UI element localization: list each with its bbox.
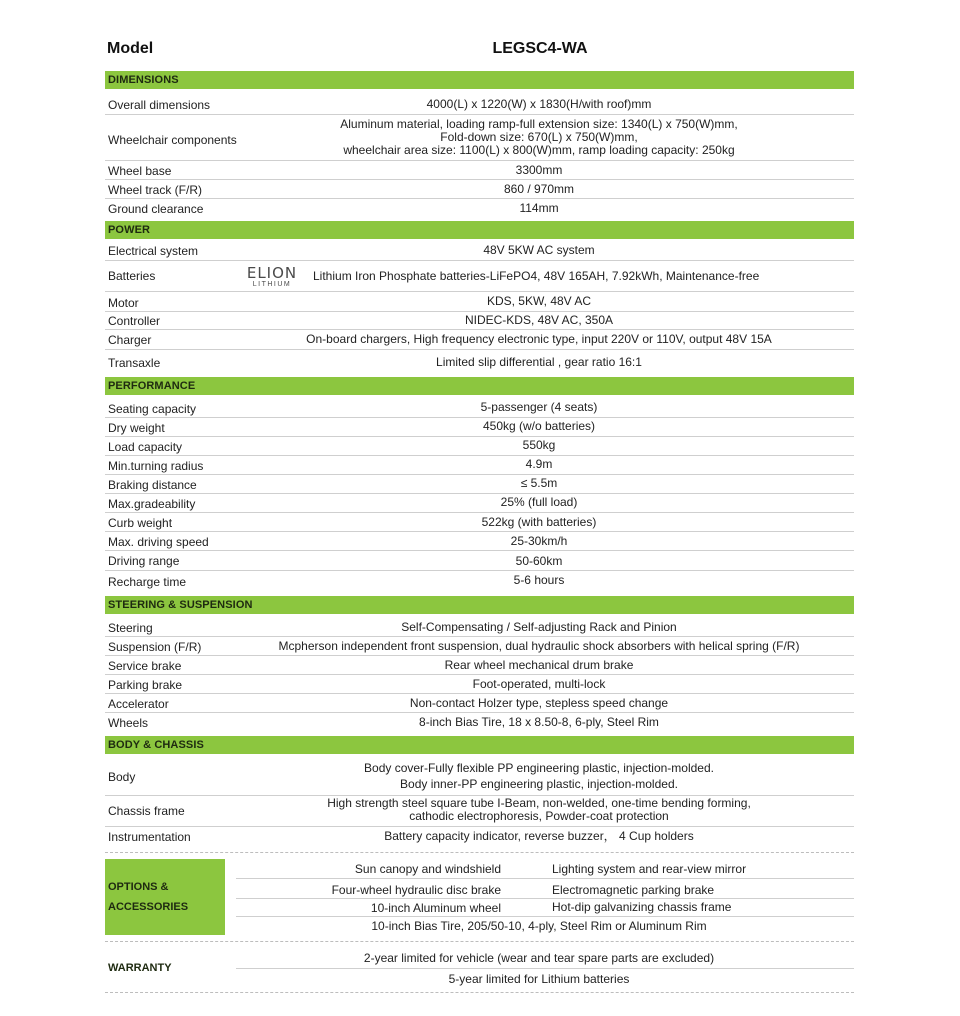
spec-value-line: Aluminum material, loading ramp-full extension size: 1340(L) x 750(W)mm, [340,117,738,131]
spec-value-line: wheelchair area size: 1100(L) x 800(W)mm, ramp loading capacity: 250kg [343,143,735,157]
spec-value: 48V 5KW AC system [483,243,595,257]
spec-label: Charger [108,333,152,347]
spec-label: Steering [108,621,153,635]
spec-label: Wheel base [108,164,172,178]
spec-label: Seating capacity [108,402,197,416]
model-label: Model [107,40,154,57]
section-title: POWER [108,224,151,236]
warranty-title: WARRANTY [108,962,172,974]
warranty-item: 5-year limited for Lithium batteries [448,972,630,986]
row-divider [105,655,854,656]
section-body-chassis [105,736,854,754]
spec-label: Controller [108,314,161,328]
spec-value: 860 / 970mm [503,182,575,196]
spec-value: 25% (full load) [500,495,578,509]
section-dimensions [105,71,854,89]
spec-label: Ground clearance [108,202,204,216]
spec-label: Motor [108,296,139,310]
spec-value: 450kg (w/o batteries) [482,419,596,433]
section-divider [105,852,854,853]
spec-value: 5-passenger (4 seats) [480,400,598,414]
spec-value: ≤ 5.5m [520,476,558,490]
option-item: Lighting system and rear-view mirror [552,862,747,876]
spec-label: Dry weight [108,421,165,435]
row-divider [105,570,854,571]
spec-label: Load capacity [108,440,183,454]
row-divider [105,693,854,694]
row-divider [105,198,854,199]
spec-value: 114mm [519,201,559,215]
spec-value: 550kg [522,438,556,452]
row-divider [236,878,854,879]
spec-label: Suspension (F/R) [108,640,202,654]
section-title: DIMENSIONS [108,74,179,86]
section-performance [105,377,854,395]
section-title: STEERING & SUSPENSION [108,599,253,611]
row-divider [105,474,854,475]
row-divider [105,160,854,161]
option-item: 10-inch Bias Tire, 205/50-10, 4-ply, Steel Rim or Aluminum Rim [371,919,707,933]
spec-value: 25-30km/h [510,534,568,548]
spec-label: Driving range [108,554,180,568]
elion-lithium-logo [243,264,301,290]
warranty-item: 2-year limited for vehicle (wear and tear spare parts are excluded) [363,951,715,965]
spec-label: Max.gradeability [108,497,196,511]
row-divider [105,826,854,827]
option-item: 10-inch Aluminum wheel [370,901,501,915]
spec-label: Accelerator [108,697,169,711]
row-divider [105,512,854,513]
spec-value: Rear wheel mechanical drum brake [444,658,634,672]
spec-value-line: Body inner-PP engineering plastic, injection-molded. [400,777,678,791]
row-divider [105,260,854,261]
spec-label: Parking brake [108,678,183,692]
spec-label: Overall dimensions [108,98,211,112]
spec-value: Lithium Iron Phosphate batteries-LiFePO4, 48V 165AH, 7.92kWh, Maintenance-free [313,269,760,283]
row-divider [236,968,854,969]
spec-value: 50-60km [515,554,563,568]
spec-value: 4000(L) x 1220(W) x 1830(H/with roof)mm [426,97,652,111]
spec-label: Curb weight [108,516,173,530]
spec-value-line: cathodic electrophoresis, Powder-coat protection [409,809,669,823]
row-divider [105,712,854,713]
spec-value: 5-6 hours [513,573,565,587]
row-divider [105,291,854,292]
options-title-line1: OPTIONS & [108,881,169,893]
spec-label: Max. driving speed [108,535,209,549]
model-name: LEGSC4-WA [492,40,588,57]
spec-value: Limited slip differential , gear ratio 16:1 [436,355,642,369]
spec-value-line: Fold-down size: 670(L) x 750(W)mm, [440,130,638,144]
row-divider [105,674,854,675]
section-power [105,221,854,239]
row-divider [105,436,854,437]
spec-label: Braking distance [108,478,197,492]
row-divider [105,329,854,330]
spec-value: On-board chargers, High frequency electronic type, input 220V or 110V, output 48V 15A [306,332,772,346]
spec-label: Min.turning radius [108,459,204,473]
spec-value-line: Body cover-Fully flexible PP engineering plastic, injection-molded. [364,761,714,775]
spec-value: 3300mm [515,163,563,177]
row-divider [105,550,854,551]
spec-label: Body [108,770,136,784]
spec-value: NIDEC-KDS, 48V AC, 350A [464,313,614,327]
row-divider [105,531,854,532]
spec-label: Wheels [108,716,149,730]
spec-value: Self-Compensating / Self-adjusting Rack and Pinion [401,620,677,634]
spec-label: Wheel track (F/R) [108,183,203,197]
spec-label: Wheelchair components [108,133,237,147]
row-divider [105,179,854,180]
spec-label: Service brake [108,659,182,673]
section-title: BODY & CHASSIS [108,739,204,751]
row-divider [105,493,854,494]
spec-label: Chassis frame [108,804,185,818]
spec-label: Electrical system [108,244,199,258]
row-divider [105,349,854,350]
spec-value: Mcpherson independent front suspension, dual hydraulic shock absorbers with helical spring (F/R) [278,639,800,653]
section-divider [105,992,854,993]
spec-value: Battery capacity indicator, reverse buzzer， 4 Cup holders [384,829,694,843]
spec-value: KDS, 5KW, 48V AC [486,294,592,308]
spec-value: 8-inch Bias Tire, 18 x 8.50-8, 6-ply, Steel Rim [419,715,659,729]
option-item: Hot-dip galvanizing chassis frame [552,900,732,914]
spec-label: Instrumentation [108,830,191,844]
section-divider [105,941,854,942]
spec-value: Foot-operated, multi-lock [472,677,606,691]
section-steering [105,596,854,614]
options-header [105,859,225,935]
spec-label: Batteries [108,269,156,283]
spec-value: Non-contact Holzer type, stepless speed change [409,696,669,710]
logo-wordmark: ELION [246,264,298,282]
row-divider [236,916,854,917]
option-item: Sun canopy and windshield [354,862,501,876]
row-divider [105,311,854,312]
row-divider [105,455,854,456]
section-title: PERFORMANCE [108,380,196,392]
spec-value: 522kg (with batteries) [481,515,597,529]
row-divider [236,898,854,899]
spec-value: 4.9m [525,457,553,471]
option-item: Electromagnetic parking brake [552,883,715,897]
spec-value-line: High strength steel square tube I-Beam, non-welded, one-time bending forming, [327,796,751,810]
option-item: Four-wheel hydraulic disc brake [331,883,501,897]
row-divider [105,636,854,637]
row-divider [105,417,854,418]
spec-label: Recharge time [108,575,187,589]
spec-label: Transaxle [108,356,161,370]
row-divider [105,114,854,115]
logo-subtitle: LITHIUM [252,281,292,288]
options-title-line2: ACCESSORIES [108,901,189,913]
